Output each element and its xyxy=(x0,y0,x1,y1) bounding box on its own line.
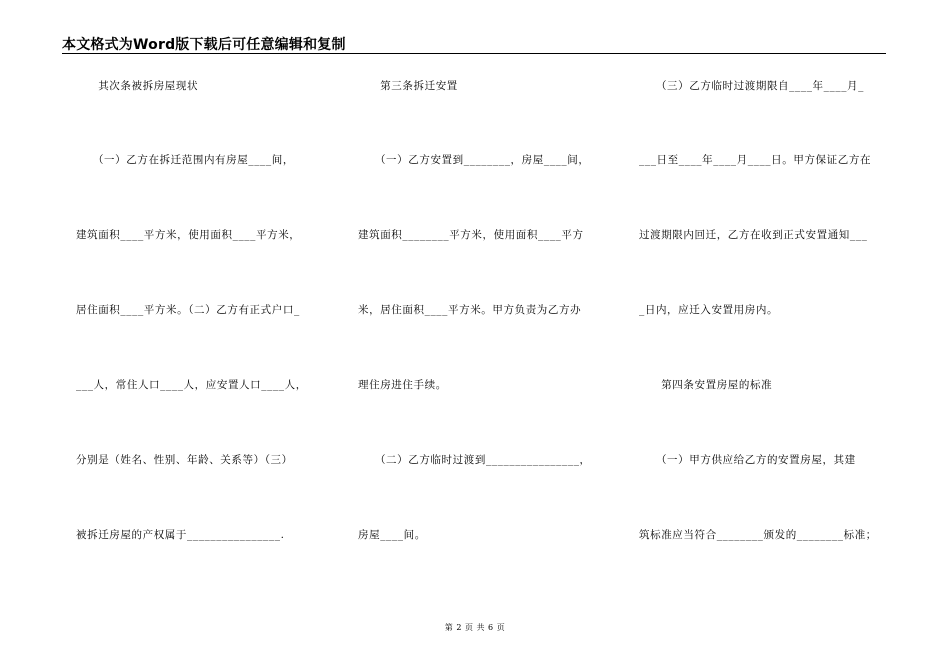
paragraph-line: 过渡期限内回迁，乙方在收到正式安置通知___ xyxy=(639,229,868,241)
paragraph-line: （一）乙方在拆迁范围内有房屋____间， xyxy=(76,154,294,166)
paragraph-line: （二）乙方临时过渡到________________， xyxy=(358,454,591,466)
header-title: 本文格式为Word版下载后可任意编辑和复制 xyxy=(62,37,346,53)
paragraph-line: _日内，应迁入安置用房内。 xyxy=(639,304,779,316)
paragraph-line: 理住房进住手续。 xyxy=(358,379,447,391)
paragraph-line: 筑标准应当符合________颁发的________标准； xyxy=(639,529,877,541)
text-column-1 xyxy=(76,0,326,600)
paragraph-line: 房屋____间。 xyxy=(358,529,426,541)
paragraph-line: 米，居住面积____平方米。甲方负责为乙方办 xyxy=(358,304,582,316)
paragraph-line: 被拆迁房屋的产权属于________________. xyxy=(76,529,285,541)
paragraph-line: ___人，常住人口____人，应安置人口____人， xyxy=(76,379,307,391)
paragraph-line: （一）甲方供应给乙方的安置房屋，其建 xyxy=(639,454,856,466)
page-number: 第 2 页 共 6 页 xyxy=(444,623,506,632)
paragraph-line: 分别是（姓名、性别、年龄、关系等）（三） xyxy=(76,454,293,466)
paragraph-line: 其次条被拆房屋现状 xyxy=(76,80,199,92)
paragraph-line: （三）乙方临时过渡期限自____年____月_ xyxy=(639,80,864,92)
paragraph-line: 建筑面积________平方米，使用面积____平方 xyxy=(358,229,584,241)
paragraph-line: （一）乙方安置到________，房屋____间， xyxy=(358,154,590,166)
paragraph-line: 居住面积____平方米。（二）乙方有正式户口_ xyxy=(76,304,300,316)
paragraph-line: ___日至____年____月____日。甲方保证乙方在 xyxy=(639,154,872,166)
text-column-3 xyxy=(639,0,889,600)
paragraph-line: 第三条拆迁安置 xyxy=(358,80,458,92)
paragraph-line: 建筑面积____平方米，使用面积____平方米， xyxy=(76,229,301,241)
paragraph-line: 第四条安置房屋的标准 xyxy=(639,379,773,391)
text-column-2 xyxy=(358,0,608,600)
